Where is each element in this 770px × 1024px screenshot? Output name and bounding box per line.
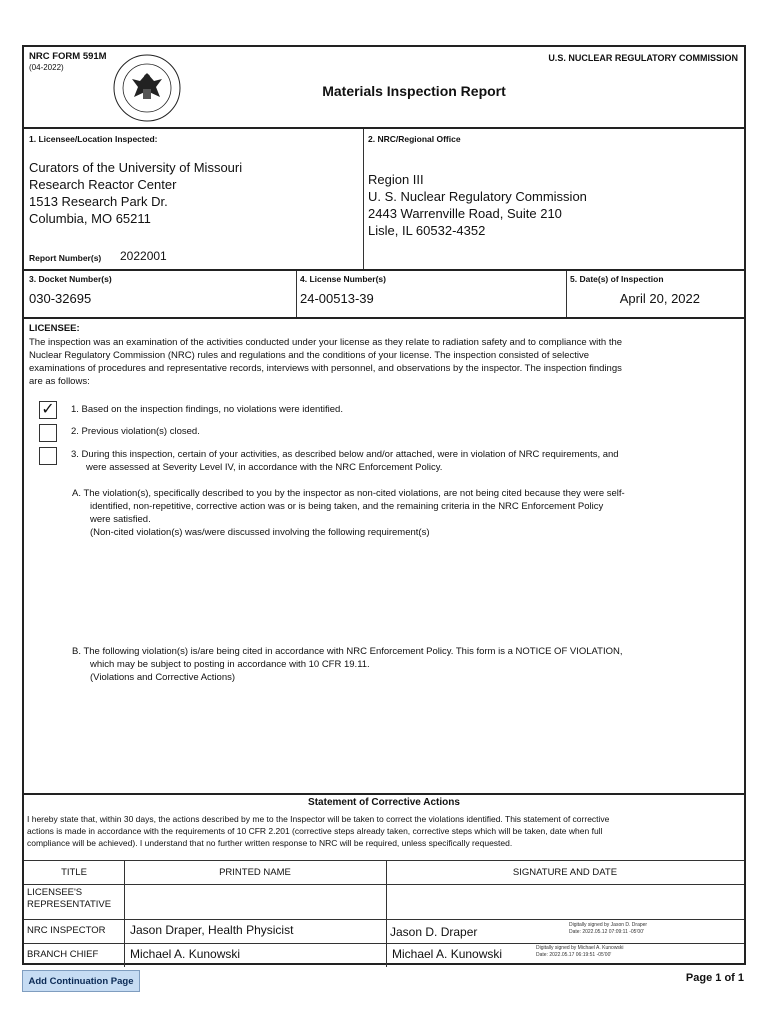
branch-chief-digital-stamp: Digitally signed by Michael A. Kunowski Date: 2022.05.17 06:19:51 -05'00' [536,945,624,958]
docket-number-label: 3. Docket Number(s) [29,274,112,284]
violations-closed-checkbox[interactable] [39,424,57,442]
license-number-label: 4. License Number(s) [300,274,386,284]
report-number-value[interactable]: 2022001 [120,249,167,263]
form-number: NRC FORM 591M [29,51,107,62]
section-a-text: A. The violation(s), specifically described to you by the inspector as non-cited violations, are not being cited because they were self- identified, non-repetitive, corrective action was or is being taken, and the remaining criteria in the NRC Enforcement Policy were satisfied. (Non-cited violation(s) was/were discussed involving the following requirement(s) [72,488,625,538]
page-indicator: Page 1 of 1 [685,972,744,984]
inspection-form [22,45,746,965]
inspector-signature[interactable]: Jason D. Draper [390,925,478,939]
agency-name: U.S. NUCLEAR REGULATORY COMMISSION [548,53,738,63]
item1-text: 1. Based on the inspection findings, no violations were identified. [71,404,343,415]
license-number-value[interactable]: 24-00513-39 [300,291,374,306]
statement-heading: Statement of Corrective Actions [308,797,460,808]
licensee-heading: LICENSEE: [29,323,80,334]
branch-chief-name[interactable]: Michael A. Kunowski [130,947,241,961]
statement-text: I hereby state that, within 30 days, the actions described by me to the Inspector will be taken to correct the violations identified. This statement of corrective actions is made in accordance with the requirements of 10 CFR 2.201 (corrective steps already taken, corrective steps which will be taken, date when full compliance will be achieved). I understand that no further written response to NRC will be required, unless specifically requested. [27,814,610,848]
severity-level-checkbox[interactable] [39,447,57,465]
licensee-name-field[interactable] [128,887,383,917]
no-violations-checkbox[interactable]: ✓ [39,401,57,419]
row-branch-chief-title: BRANCH CHIEF [27,949,99,960]
regional-office-address: Region III U. S. Nuclear Regulatory Commission 2443 Warrenville Road, Suite 210 Lisle, IL 60532-4352 [368,172,587,238]
licensee-signature-field[interactable] [390,887,740,917]
item3-text: 3. During this inspection, certain of your activities, as described below and/or attached, were in violation of NRC requirements, and were assessed at Severity Level IV, in accordance with the NRC Enforcement Policy. [71,449,619,473]
inspection-paragraph: The inspection was an examination of the activities conducted under your license as they relate to radiation safety and to compliance with the Nuclear Regulatory Commission (NRC) rules and regulations and the conditions of your license. The inspection consisted of selective examinations of procedures and representative records, interviews with personnel, and observations by the inspector. The inspection findings are as follows: [29,337,623,387]
branch-chief-signature[interactable]: Michael A. Kunowski [392,947,503,961]
inspector-name[interactable]: Jason Draper, Health Physicist [130,923,294,937]
licensee-location-label: 1. Licensee/Location Inspected: [29,134,158,144]
form-title: Materials Inspection Report [322,83,506,99]
inspection-date-label: 5. Date(s) of Inspection [570,274,664,284]
non-cited-requirements-field[interactable] [84,542,734,642]
col-name-header: PRINTED NAME [219,867,291,878]
col-title-header: TITLE [61,867,87,878]
section-b-text: B. The following violation(s) is/are being cited in accordance with NRC Enforcement Policy. This form is a NOTICE OF VIOLATION, which may be subject to posting in accordance with 10 CFR 19.11. (Violations and Corrective Actions) [72,646,623,683]
form-date: (04-2022) [29,63,64,72]
item2-text: 2. Previous violation(s) closed. [71,426,200,437]
regional-office-label: 2. NRC/Regional Office [368,134,461,144]
col-signature-header: SIGNATURE AND DATE [512,867,618,878]
nrc-seal-icon [112,53,182,123]
docket-number-value[interactable]: 030-32695 [29,291,92,306]
row-licensee-title: LICENSEE'S REPRESENTATIVE [27,887,112,910]
report-number-label: Report Number(s) [29,253,102,263]
inspector-digital-stamp: Digitally signed by Jason D. Draper Date: 2022.05.12 07:09:11 -05'00' [569,922,648,935]
violations-field[interactable] [84,687,734,787]
row-inspector-title: NRC INSPECTOR [27,925,106,936]
inspection-date-value[interactable]: April 20, 2022 [619,291,700,306]
add-continuation-page-button[interactable]: Add Continuation Page [22,970,140,992]
licensee-address: Curators of the University of Missouri Research Reactor Center 1513 Research Park Dr. Columbia, MO 65211 [29,160,243,226]
